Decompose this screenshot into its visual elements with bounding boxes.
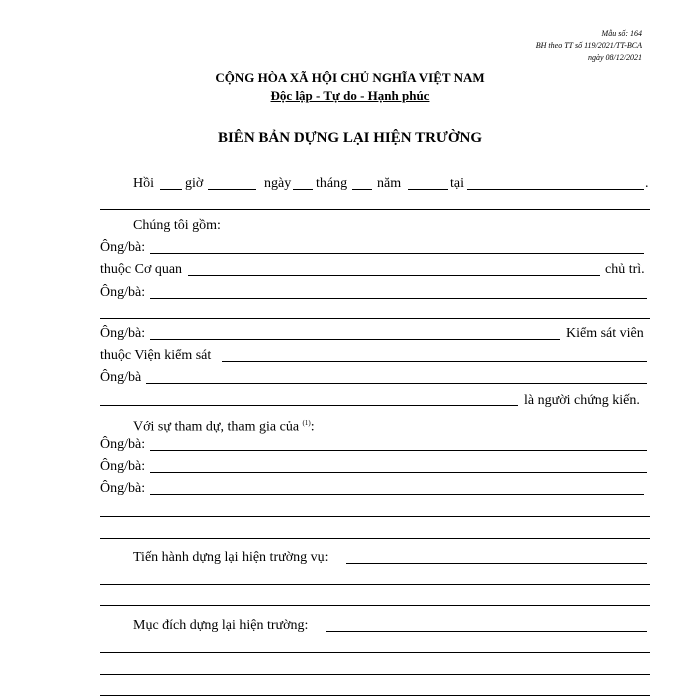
blank-line[interactable] [100, 674, 650, 675]
field-tien-hanh[interactable] [346, 563, 647, 564]
label-chung-toi-gom: Chúng tôi gồm: [133, 218, 221, 233]
label-nguoi-chung-kien: là người chứng kiến. [524, 393, 640, 408]
label-thang: tháng [316, 176, 348, 191]
blank-ngay[interactable] [293, 189, 313, 190]
blank-tai[interactable] [467, 189, 644, 190]
form-issue-date: ngày 08/12/2021 [588, 53, 642, 62]
label-ong-ba: Ông/bà [100, 370, 142, 385]
blank-line[interactable] [100, 318, 650, 319]
label-ong-ba: Ông/bà: [100, 285, 146, 300]
label-tai: tại [450, 176, 464, 191]
field-ong-ba[interactable] [150, 472, 647, 473]
form-number: Mẫu số: 164 [601, 29, 642, 38]
blank-nam[interactable] [408, 189, 448, 190]
field-nguoi-chung-kien[interactable] [100, 405, 518, 406]
blank-line[interactable] [100, 209, 650, 210]
blank-hoi[interactable] [160, 189, 182, 190]
label-thuoc-vien-kiem-sat: thuộc Viện kiểm sát [100, 348, 212, 363]
blank-line[interactable] [100, 516, 650, 517]
label-voi-su-tham-du [133, 415, 315, 436]
label-chu-tri: chủ trì. [605, 262, 645, 277]
field-ong-ba[interactable] [150, 450, 647, 451]
national-title: CỘNG HÒA XÃ HỘI CHỦ NGHĨA VIỆT NAM [215, 70, 485, 85]
label-kiem-sat-vien: Kiểm sát viên [566, 326, 644, 341]
label-nam: năm [377, 176, 402, 191]
label-hoi: Hồi [133, 176, 154, 191]
blank-line[interactable] [100, 695, 650, 696]
field-ong-ba[interactable] [150, 339, 560, 340]
label-muc-dich: Mục đích dựng lại hiện trường: [133, 618, 309, 633]
label-ong-ba: Ông/bà: [100, 459, 146, 474]
field-ong-ba[interactable] [150, 298, 647, 299]
label-tien-hanh: Tiến hành dựng lại hiện trường vụ: [133, 550, 329, 565]
field-vien-kiem-sat[interactable] [222, 361, 647, 362]
label-ong-ba: Ông/bà: [100, 437, 146, 452]
document-title: BIÊN BẢN DỰNG LẠI HIỆN TRƯỜNG [217, 130, 483, 146]
row-end-dot: . [645, 176, 649, 191]
field-ong-ba[interactable] [146, 383, 647, 384]
field-co-quan[interactable] [188, 275, 600, 276]
label-ngay: ngày [264, 176, 292, 191]
label-ong-ba: Ông/bà: [100, 326, 146, 341]
blank-line[interactable] [100, 584, 650, 585]
form-code [536, 28, 642, 64]
colon: : [310, 419, 315, 435]
footnote-ref: (1) [302, 419, 311, 427]
field-ong-ba[interactable] [150, 494, 644, 495]
label-thuoc-co-quan: thuộc Cơ quan [100, 262, 183, 277]
label-gio: giờ [185, 176, 204, 191]
blank-line[interactable] [100, 538, 650, 539]
field-muc-dich[interactable] [326, 631, 647, 632]
blank-line[interactable] [100, 652, 650, 653]
blank-thang[interactable] [352, 189, 372, 190]
label-voi-su-tham-du-text: Với sự tham dự, tham gia của [133, 419, 300, 435]
national-motto [0, 88, 700, 104]
label-ong-ba: Ông/bà: [100, 240, 146, 255]
label-ong-ba: Ông/bà: [100, 481, 146, 496]
field-ong-ba[interactable] [150, 253, 644, 254]
form-issued-by: BH theo TT số 119/2021/TT-BCA [535, 41, 642, 50]
motto-text: Độc lập - Tự do - Hạnh phúc [270, 88, 430, 103]
blank-line[interactable] [100, 605, 650, 606]
blank-gio[interactable] [208, 189, 256, 190]
